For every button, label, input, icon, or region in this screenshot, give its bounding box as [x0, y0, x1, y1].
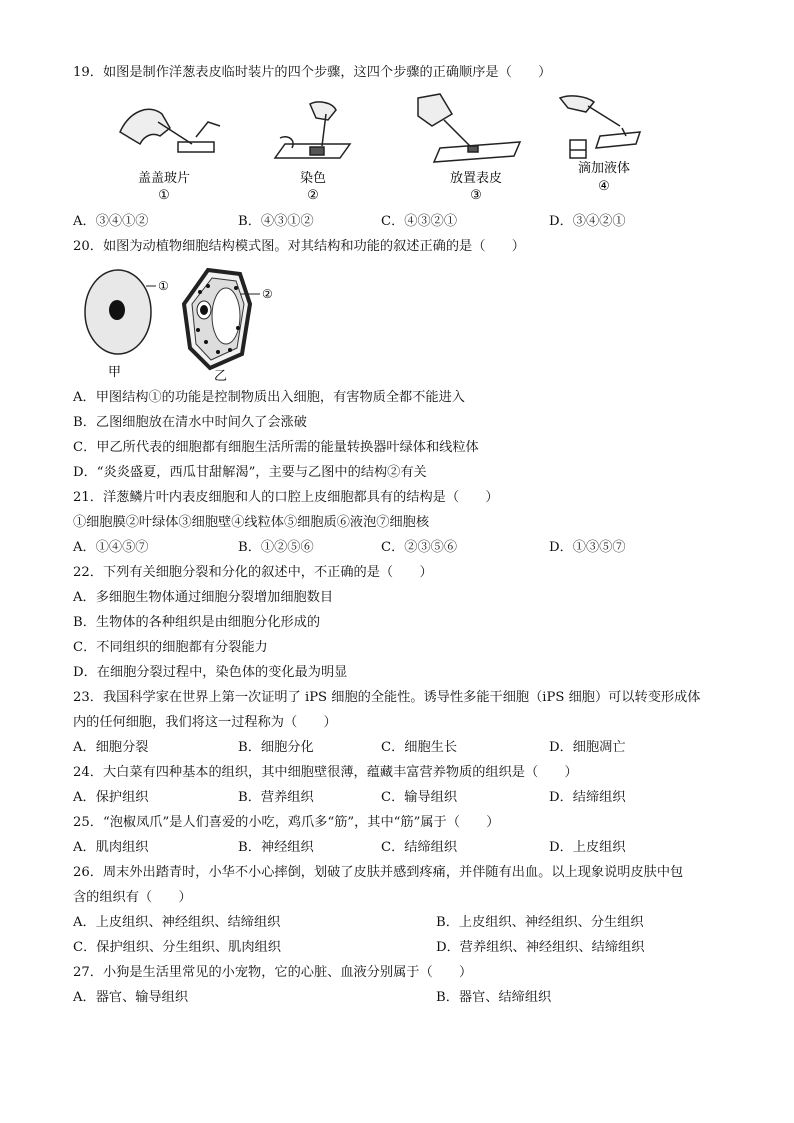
q23-option-d: D．细胞凋亡 — [549, 740, 626, 755]
q23-stem-line2: 内的任何细胞，我们将这一过程称为（ ） — [73, 715, 337, 730]
q20-cell-figure — [80, 264, 300, 384]
step3-num: ③ — [470, 188, 482, 203]
step1-num: ① — [158, 188, 170, 203]
q22-stem: 22．下列有关细胞分裂和分化的叙述中，不正确的是（ ） — [73, 565, 433, 580]
q26-option-a: A．上皮组织、神经组织、结缔组织 — [73, 915, 281, 930]
q27-option-a: A．器官、输导组织 — [73, 990, 189, 1005]
q21-option-d: D．①③⑤⑦ — [549, 540, 626, 555]
q24-stem: 24．大白菜有四种基本的组织，其中细胞壁很薄，蕴藏丰富营养物质的组织是（ ） — [73, 765, 578, 780]
q23-option-a: A．细胞分裂 — [73, 740, 149, 755]
q21-stem: 21．洋葱鳞片叶内表皮细胞和人的口腔上皮细胞都具有的结构是（ ） — [73, 490, 499, 505]
q24-option-a: A．保护组织 — [73, 790, 149, 805]
q20-option-d: D．“炎炎盛夏，西瓜甘甜解渴”，主要与乙图中的结构②有关 — [73, 465, 427, 480]
q20-option-c: C．甲乙所代表的细胞都有细胞生活所需的能量转换器叶绿体和线粒体 — [73, 440, 479, 455]
q19-option-a: A．③④①② — [73, 214, 149, 229]
q23-option-c: C．细胞生长 — [381, 740, 458, 755]
q19-option-d: D．③④②① — [549, 214, 626, 229]
q24-option-b: B．营养组织 — [238, 790, 314, 805]
label-1: ① — [158, 279, 169, 293]
caption-b: 乙 — [214, 369, 228, 384]
label-2: ② — [262, 287, 273, 301]
q26-stem-line2: 含的组织有（ ） — [73, 890, 192, 905]
staining-step-image — [275, 102, 350, 158]
q25-option-a: A．肌肉组织 — [73, 840, 149, 855]
q24-option-c: C．输导组织 — [381, 790, 458, 805]
q19-option-c: C．④③②① — [381, 214, 458, 229]
animal-cell-image — [85, 270, 156, 354]
caption-a: 甲 — [108, 365, 122, 380]
step4-label: 滴加液体 — [577, 161, 631, 176]
cover-slip-step-image — [120, 109, 220, 152]
q26-option-d: D．营养组织、神经组织、结缔组织 — [436, 940, 645, 955]
q24-option-d: D．结缔组织 — [549, 790, 626, 805]
plant-cell-image — [184, 270, 260, 368]
q19-figure — [100, 92, 740, 204]
q22-option-c: C．不同组织的细胞都有分裂能力 — [73, 640, 268, 655]
q21-option-a: A．①④⑤⑦ — [73, 540, 149, 555]
q20-option-a: A．甲图结构①的功能是控制物质出入细胞，有害物质全都不能进入 — [73, 390, 465, 405]
q25-option-b: B．神经组织 — [238, 840, 314, 855]
q25-option-d: D．上皮组织 — [549, 840, 626, 855]
step2-label: 染色 — [299, 171, 327, 186]
place-epidermis-step-image — [418, 94, 520, 162]
q26-option-c: C．保护组织、分生组织、肌肉组织 — [73, 940, 281, 955]
q20-option-b: B．乙图细胞放在清水中时间久了会涨破 — [73, 415, 307, 430]
q21-list: ①细胞膜②叶绿体③细胞壁④线粒体⑤细胞质⑥液泡⑦细胞核 — [73, 515, 430, 530]
step2-num: ② — [307, 188, 319, 203]
q19-option-b: B．④③①② — [238, 214, 314, 229]
q21-option-b: B．①②⑤⑥ — [238, 540, 314, 555]
q23-option-b: B．细胞分化 — [238, 740, 314, 755]
q22-option-a: A．多细胞生物体通过细胞分裂增加细胞数目 — [73, 590, 334, 605]
step3-label: 放置表皮 — [449, 171, 503, 186]
q20-stem: 20．如图为动植物细胞结构模式图。对其结构和功能的叙述正确的是（ ） — [73, 239, 525, 254]
q25-option-c: C．结缔组织 — [381, 840, 458, 855]
q26-stem-line1: 26．周末外出踏青时，小华不小心摔倒，划破了皮肤并感到疼痛，并伴随有出血。以上现象说明皮肤中包 — [73, 865, 684, 880]
q27-stem: 27．小狗是生活里常见的小宠物，它的心脏、血液分别属于（ ） — [73, 965, 473, 980]
step1-label: 盖盖玻片 — [137, 171, 191, 186]
q27-option-b: B．器官、结缔组织 — [436, 990, 552, 1005]
step4-num: ④ — [598, 179, 610, 194]
drop-liquid-step-image — [560, 96, 640, 158]
q25-stem: 25．“泡椒凤爪”是人们喜爱的小吃，鸡爪多“筋”，其中“筋”属于（ ） — [73, 815, 500, 830]
q21-option-c: C．②③⑤⑥ — [381, 540, 458, 555]
q19-stem: 19．如图是制作洋葱表皮临时装片的四个步骤，这四个步骤的正确顺序是（ ） — [73, 65, 552, 80]
q26-option-b: B．上皮组织、神经组织、分生组织 — [436, 915, 644, 930]
q22-option-b: B．生物体的各种组织是由细胞分化形成的 — [73, 615, 321, 630]
q22-option-d: D．在细胞分裂过程中，染色体的变化最为明显 — [73, 665, 348, 680]
q23-stem-line1: 23．我国科学家在世界上第一次证明了 iPS 细胞的全能性。诱导性多能干细胞（iPS 细胞）可以转变形成体 — [73, 690, 701, 705]
